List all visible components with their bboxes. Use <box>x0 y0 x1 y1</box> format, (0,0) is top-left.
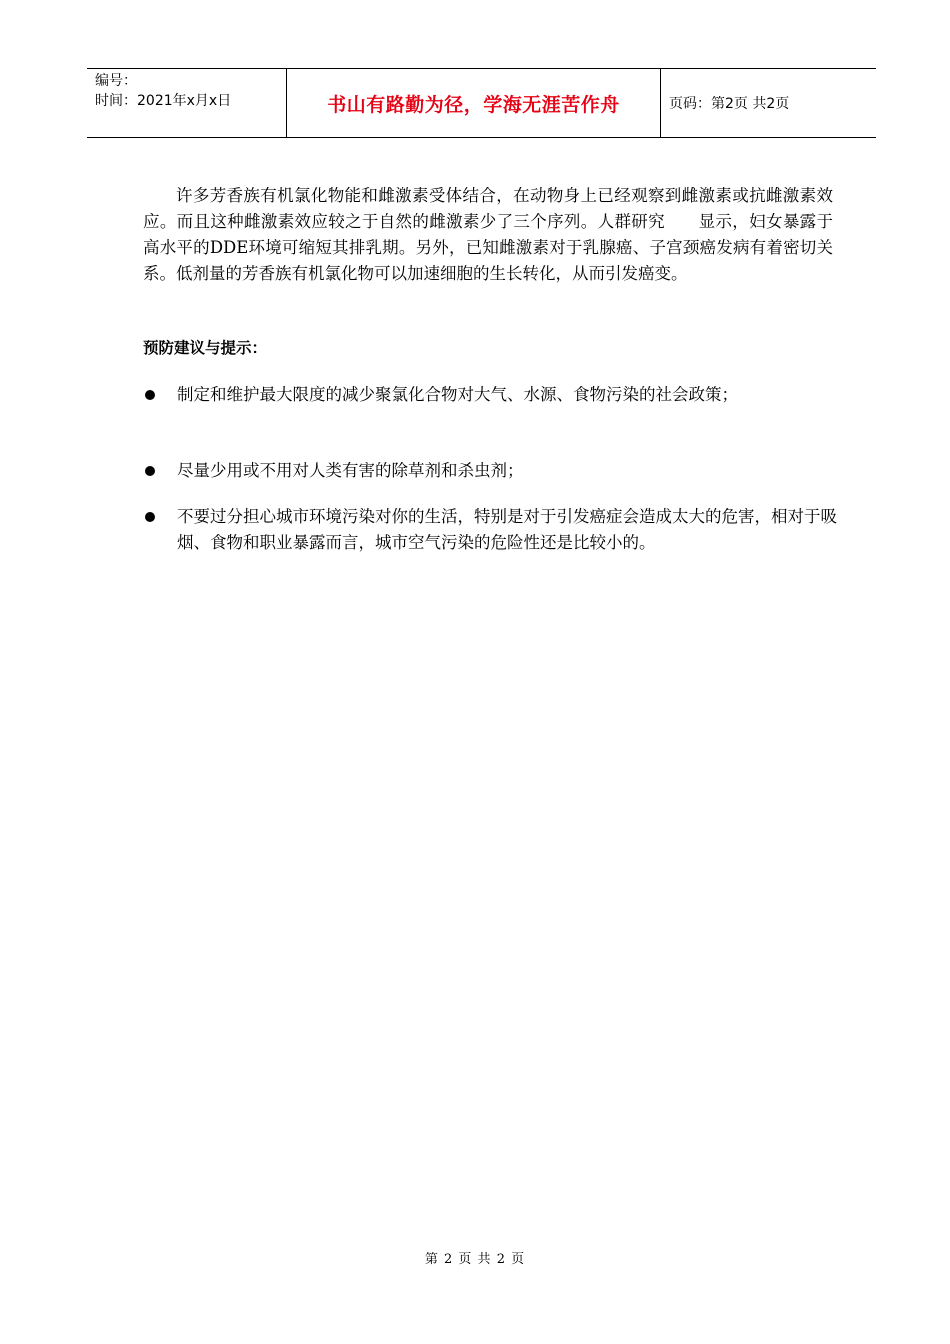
body-paragraph: 许多芳香族有机氯化物能和雌激素受体结合，在动物身上已经观察到雌激素或抗雌激素效应。而且这种雌激素效应较之于自然的雌激素少了三个序列。人群研究 显示，妇女暴露于高水平的DDE环境可缩短其排乳期。另外，已知雌激素对于乳腺癌、子宫颈癌发病有着密切关系。低剂量的芳香族有机氯化物可以加速细胞的生长转化，从而引发癌变。 <box>143 186 833 283</box>
header-motto: 书山有路勤为径，学海无涯苦作舟 <box>327 93 620 116</box>
bullet-dot-icon <box>145 512 155 522</box>
header-page-cell <box>661 69 876 137</box>
bullet-dot-icon <box>145 466 155 476</box>
time-label: 时间：2021年x月x日 <box>95 93 232 109</box>
main-body <box>143 183 833 287</box>
page-header <box>87 68 876 138</box>
list-item <box>143 504 843 556</box>
serial-number-label: 编号： <box>95 73 137 89</box>
bullet-dot-icon <box>145 390 155 400</box>
section-title: 预防建议与提示： <box>143 339 268 357</box>
header-meta-cell <box>87 69 287 137</box>
page-footer: 第 2 页 共 2 页 <box>424 1252 526 1267</box>
suggestion-list <box>143 382 843 556</box>
header-page-info: 页码：第2页 共2页 <box>669 96 790 112</box>
list-item-text: 制定和维护最大限度的减少聚氯化合物对大气、水源、食物污染的社会政策； <box>177 385 738 404</box>
list-item-text: 不要过分担心城市环境污染对你的生活，特别是对于引发癌症会造成太大的危害，相对于吸烟、食物和职业暴露而言，城市空气污染的危险性还是比较小的。 <box>177 507 837 552</box>
list-item <box>143 382 843 408</box>
list-item <box>143 458 843 484</box>
header-motto-cell <box>287 69 661 137</box>
list-item-text: 尽量少用或不用对人类有害的除草剂和杀虫剂； <box>177 461 524 480</box>
